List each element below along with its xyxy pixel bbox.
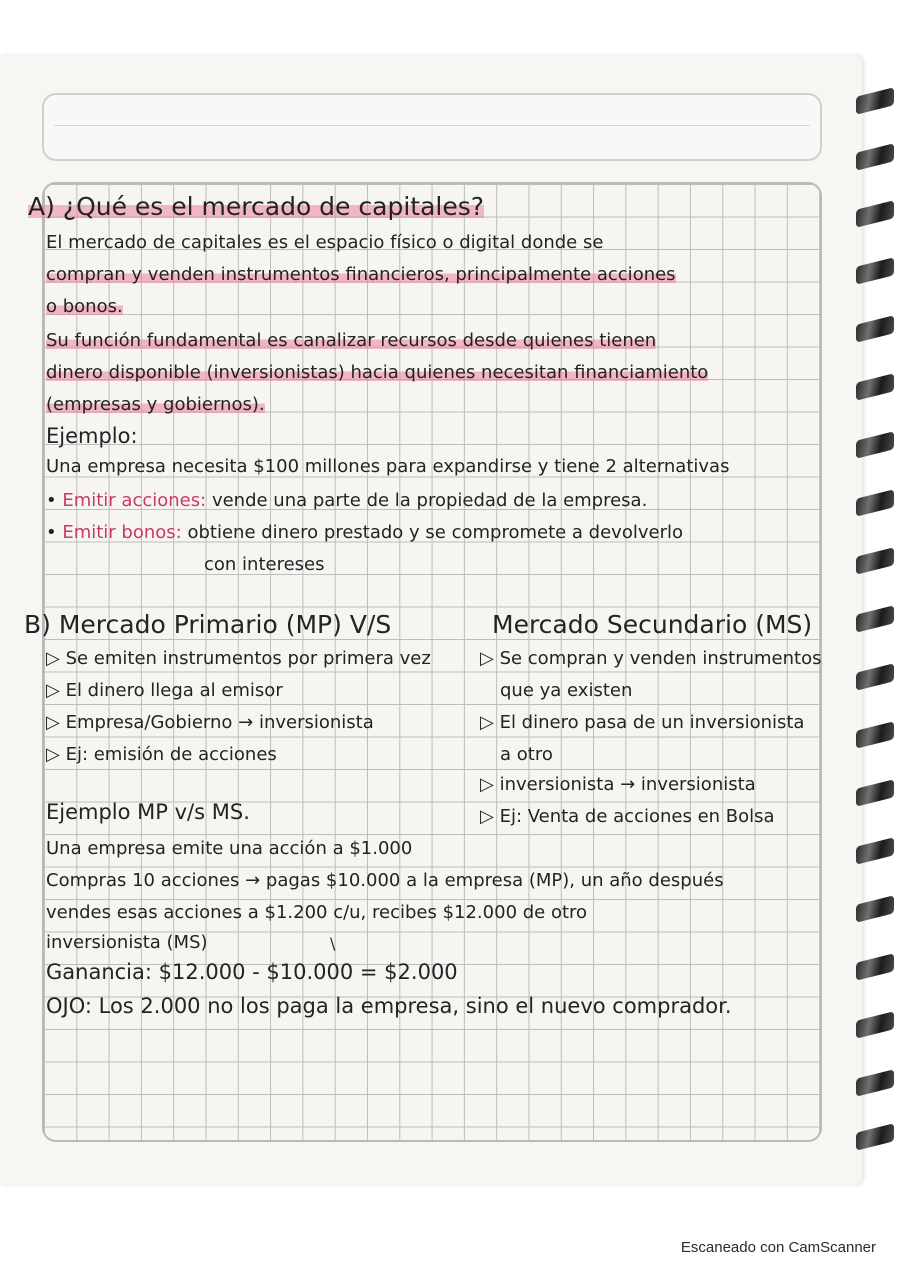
ejemplo-intro: Una empresa necesita $100 millones para expandirse y tiene 2 alternativas: [46, 456, 730, 477]
bullet-text: obtiene dinero prestado y se compromete a devolverlo: [187, 522, 683, 543]
section-a-line: [46, 394, 265, 415]
section-a-line-text: Su función fundamental es canalizar recursos desde quienes tienen: [46, 330, 657, 351]
section-b-title-right: Mercado Secundario (MS): [492, 610, 813, 639]
section-a-line: El mercado de capitales es el espacio físico o digital donde se: [46, 232, 604, 253]
example-line: Una empresa emite una acción a $1.000: [46, 838, 413, 859]
section-a-title: [28, 192, 484, 221]
secondary-item: que ya existen: [500, 680, 633, 701]
header-rule: [54, 125, 810, 126]
section-a-line: [46, 362, 708, 383]
section-a-line-text: (empresas y gobiernos).: [46, 394, 265, 415]
bullet-label: Emitir bonos:: [62, 522, 182, 543]
secondary-item: a otro: [500, 744, 553, 765]
scanner-footer: Escaneado con CamScanner: [680, 1239, 876, 1256]
primary-item: ▷ Ej: emisión de acciones: [46, 744, 277, 765]
section-a-line: [46, 330, 656, 351]
section-a-line-text: dinero disponible (inversionistas) hacia quienes necesitan financiamiento: [46, 362, 709, 383]
example-line: Compras 10 acciones → pagas $10.000 a la empresa (MP), un año después: [46, 870, 724, 891]
example-title: Ejemplo MP v/s MS.: [46, 800, 250, 824]
example-line: inversionista (MS): [46, 932, 208, 953]
section-a-line: [46, 264, 676, 285]
bullet-label: Emitir acciones:: [62, 490, 207, 511]
section-b-title-left: B) Mercado Primario (MP) V/S: [24, 610, 392, 639]
example-line: vendes esas acciones a $1.200 c/u, recibes $12.000 de otro: [46, 902, 588, 923]
ejemplo-label: Ejemplo:: [46, 424, 138, 448]
secondary-item: ▷ Ej: Venta de acciones en Bolsa: [480, 806, 775, 827]
primary-item: ▷ El dinero llega al emisor: [46, 680, 283, 701]
page-header-box: [42, 93, 822, 161]
bullet-text: vende una parte de la propiedad de la empresa.: [211, 490, 648, 511]
primary-item: ▷ Se emiten instrumentos por primera vez: [46, 648, 431, 669]
primary-item: ▷ Empresa/Gobierno → inversionista: [46, 712, 374, 733]
secondary-item: ▷ Se compran y venden instrumentos: [480, 648, 822, 669]
pointer-mark: \: [330, 934, 336, 953]
section-a-line: [46, 296, 123, 317]
section-a-line-text: compran y venden instrumentos financieros, principalmente acciones: [46, 264, 676, 285]
bullet-bonos: • Emitir bonos: obtiene dinero prestado y se compromete a devolverlo: [46, 522, 683, 543]
example-line: Ganancia: $12.000 - $10.000 = $2.000: [46, 960, 458, 984]
bullet-continuation: con intereses: [204, 554, 325, 575]
secondary-item: ▷ El dinero pasa de un inversionista: [480, 712, 805, 733]
section-a-line-text: o bonos.: [46, 296, 123, 317]
example-line: OJO: Los 2.000 no los paga la empresa, sino el nuevo comprador.: [46, 994, 732, 1018]
section-a-title-text: A) ¿Qué es el mercado de capitales?: [28, 192, 485, 221]
secondary-item: ▷ inversionista → inversionista: [480, 774, 756, 795]
bullet-acciones: • Emitir acciones: vende una parte de la propiedad de la empresa.: [46, 490, 648, 511]
